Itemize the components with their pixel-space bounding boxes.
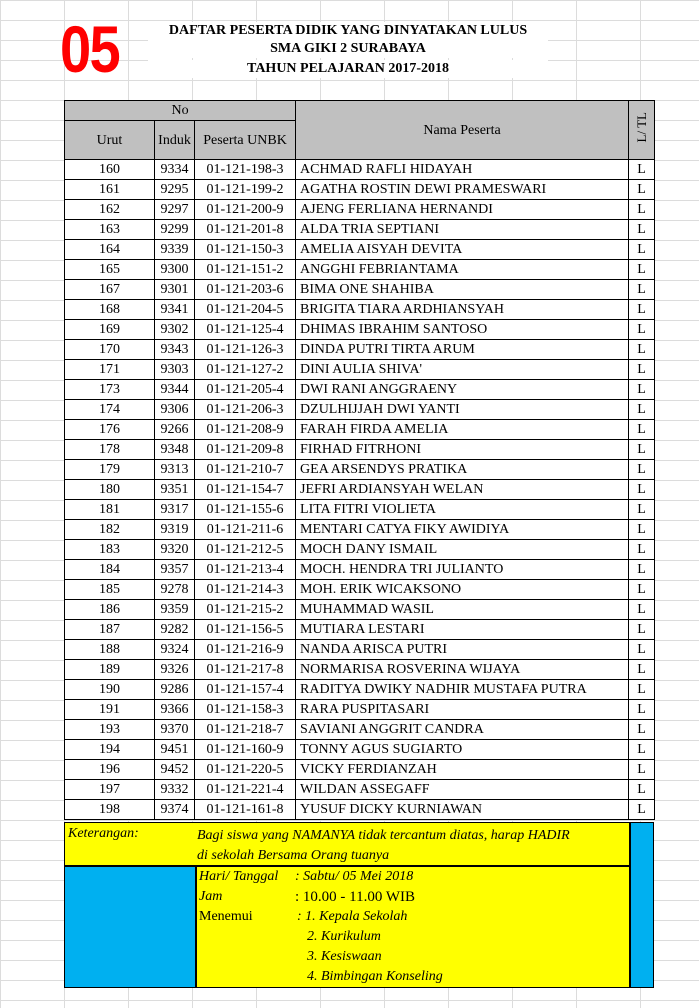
notice-text [197, 826, 627, 866]
table-row [65, 640, 655, 660]
urut-cell: 196 [65, 760, 155, 780]
status-cell: L [629, 680, 655, 700]
meet-item: 4. Bimbingan Konseling [307, 969, 443, 984]
table-row [65, 480, 655, 500]
status-cell: L [629, 700, 655, 720]
status-cell: L [629, 480, 655, 500]
document-title: DAFTAR PESERTA DIDIK YANG DINYATAKAN LULUS [148, 22, 548, 40]
name-cell: LITA FITRI VIOLIETA [296, 500, 629, 520]
table-row [65, 560, 655, 580]
status-cell: L [629, 800, 655, 820]
urut-cell: 167 [65, 280, 155, 300]
unbk-cell: 01-121-217-8 [195, 660, 296, 680]
urut-cell: 194 [65, 740, 155, 760]
urut-cell: 168 [65, 300, 155, 320]
status-cell: L [629, 320, 655, 340]
urut-cell: 171 [65, 360, 155, 380]
induk-cell: 9313 [155, 460, 195, 480]
table-row [65, 280, 655, 300]
induk-cell: 9357 [155, 560, 195, 580]
urut-cell: 174 [65, 400, 155, 420]
unbk-cell: 01-121-209-8 [195, 440, 296, 460]
induk-cell: 9306 [155, 400, 195, 420]
table-row [65, 180, 655, 200]
urut-cell: 162 [65, 200, 155, 220]
urut-cell: 183 [65, 540, 155, 560]
name-cell: RARA PUSPITASARI [296, 700, 629, 720]
meet-item: 3. Kesiswaan [307, 949, 382, 964]
unbk-cell: 01-121-198-3 [195, 160, 296, 180]
table-row [65, 440, 655, 460]
urut-cell: 186 [65, 600, 155, 620]
table-row [65, 460, 655, 480]
name-cell: MUHAMMAD WASIL [296, 600, 629, 620]
status-cell: L [629, 660, 655, 680]
status-cell: L [629, 420, 655, 440]
table-row [65, 800, 655, 820]
induk-cell: 9341 [155, 300, 195, 320]
unbk-cell: 01-121-210-7 [195, 460, 296, 480]
table-row [65, 240, 655, 260]
column-header-status [629, 101, 655, 160]
name-cell: ALDA TRIA SEPTIANI [296, 220, 629, 240]
unbk-cell: 01-121-126-3 [195, 340, 296, 360]
induk-cell: 9319 [155, 520, 195, 540]
induk-cell: 9299 [155, 220, 195, 240]
induk-cell: 9343 [155, 340, 195, 360]
name-cell: DINDA PUTRI TIRTA ARUM [296, 340, 629, 360]
urut-cell: 184 [65, 560, 155, 580]
induk-cell: 9334 [155, 160, 195, 180]
urut-cell: 185 [65, 580, 155, 600]
status-cell: L [629, 500, 655, 520]
table-row [65, 720, 655, 740]
table-row [65, 600, 655, 620]
induk-cell: 9324 [155, 640, 195, 660]
name-cell: MOCH. HENDRA TRI JULIANTO [296, 560, 629, 580]
name-cell: DHIMAS IBRAHIM SANTOSO [296, 320, 629, 340]
status-cell: L [629, 520, 655, 540]
unbk-cell: 01-121-155-6 [195, 500, 296, 520]
induk-cell: 9332 [155, 780, 195, 800]
name-cell: MOCH DANY ISMAIL [296, 540, 629, 560]
notice-box [64, 822, 630, 866]
name-cell: DWI RANI ANGGRAENY [296, 380, 629, 400]
induk-cell: 9282 [155, 620, 195, 640]
table-row [65, 200, 655, 220]
induk-cell: 9297 [155, 200, 195, 220]
table-row [65, 380, 655, 400]
induk-cell: 9317 [155, 500, 195, 520]
induk-cell: 9370 [155, 720, 195, 740]
table-row [65, 700, 655, 720]
urut-cell: 188 [65, 640, 155, 660]
name-cell: AJENG FERLIANA HERNANDI [296, 200, 629, 220]
table-row [65, 260, 655, 280]
induk-cell: 9320 [155, 540, 195, 560]
name-cell: VICKY FERDIANZAH [296, 760, 629, 780]
table-row [65, 320, 655, 340]
name-cell: BIMA ONE SHAHIBA [296, 280, 629, 300]
urut-cell: 165 [65, 260, 155, 280]
table-row [65, 400, 655, 420]
name-cell: MOH. ERIK WICAKSONO [296, 580, 629, 600]
name-cell: BRIGITA TIARA ARDHIANSYAH [296, 300, 629, 320]
unbk-cell: 01-121-211-6 [195, 520, 296, 540]
induk-cell: 9295 [155, 180, 195, 200]
induk-cell: 9344 [155, 380, 195, 400]
table-row [65, 580, 655, 600]
name-cell: DINI AULIA SHIVA' [296, 360, 629, 380]
name-cell: SAVIANI ANGGRIT CANDRA [296, 720, 629, 740]
induk-cell: 9452 [155, 760, 195, 780]
induk-cell: 9300 [155, 260, 195, 280]
induk-cell: 9351 [155, 480, 195, 500]
schedule-box [196, 866, 630, 988]
status-cell: L [629, 560, 655, 580]
unbk-cell: 01-121-156-5 [195, 620, 296, 640]
name-cell: JEFRI ARDIANSYAH WELAN [296, 480, 629, 500]
unbk-cell: 01-121-150-3 [195, 240, 296, 260]
unbk-cell: 01-121-199-2 [195, 180, 296, 200]
time-label: Jam [199, 889, 223, 904]
urut-cell: 189 [65, 660, 155, 680]
meet-label: Menemui [199, 909, 253, 924]
table-row [65, 680, 655, 700]
name-cell: ACHMAD RAFLI HIDAYAH [296, 160, 629, 180]
table-row [65, 220, 655, 240]
status-cell: L [629, 600, 655, 620]
urut-cell: 161 [65, 180, 155, 200]
urut-cell: 169 [65, 320, 155, 340]
day-label: Hari/ Tanggal [199, 869, 279, 884]
academic-year: TAHUN PELAJARAN 2017-2018 [148, 60, 548, 78]
table-row [65, 500, 655, 520]
status-cell: L [629, 340, 655, 360]
name-cell: DZULHIJJAH DWI YANTI [296, 400, 629, 420]
blue-side-panel [630, 822, 654, 988]
unbk-cell: 01-121-160-9 [195, 740, 296, 760]
urut-cell: 180 [65, 480, 155, 500]
column-header-no: No [65, 101, 296, 121]
table-row [65, 620, 655, 640]
section-number-badge: 05 [60, 12, 120, 86]
status-cell: L [629, 440, 655, 460]
status-cell: L [629, 260, 655, 280]
induk-cell: 9301 [155, 280, 195, 300]
table-row [65, 300, 655, 320]
status-cell: L [629, 620, 655, 640]
status-cell: L [629, 540, 655, 560]
unbk-cell: 01-121-161-8 [195, 800, 296, 820]
table-row [65, 540, 655, 560]
meet-item: 2. Kurikulum [307, 929, 381, 944]
table-row [65, 160, 655, 180]
table-row [65, 760, 655, 780]
unbk-cell: 01-121-151-2 [195, 260, 296, 280]
unbk-cell: 01-121-212-5 [195, 540, 296, 560]
status-cell: L [629, 640, 655, 660]
status-cell: L [629, 220, 655, 240]
induk-cell: 9339 [155, 240, 195, 260]
unbk-cell: 01-121-213-4 [195, 560, 296, 580]
status-cell: L [629, 380, 655, 400]
status-cell: L [629, 200, 655, 220]
induk-cell: 9359 [155, 600, 195, 620]
unbk-cell: 01-121-205-4 [195, 380, 296, 400]
table-row [65, 520, 655, 540]
name-cell: MUTIARA LESTARI [296, 620, 629, 640]
urut-cell: 164 [65, 240, 155, 260]
unbk-cell: 01-121-204-5 [195, 300, 296, 320]
name-cell: WILDAN ASSEGAFF [296, 780, 629, 800]
blue-panel [64, 866, 196, 988]
status-cell: L [629, 180, 655, 200]
induk-cell: 9451 [155, 740, 195, 760]
table-row [65, 360, 655, 380]
table-row [65, 740, 655, 760]
urut-cell: 187 [65, 620, 155, 640]
unbk-cell: 01-121-127-2 [195, 360, 296, 380]
status-cell: L [629, 580, 655, 600]
induk-cell: 9348 [155, 440, 195, 460]
urut-cell: 190 [65, 680, 155, 700]
table-row [65, 420, 655, 440]
induk-cell: 9326 [155, 660, 195, 680]
name-cell: GEA ARSENDYS PRATIKA [296, 460, 629, 480]
unbk-cell: 01-121-215-2 [195, 600, 296, 620]
name-cell: NANDA ARISCA PUTRI [296, 640, 629, 660]
urut-cell: 160 [65, 160, 155, 180]
induk-cell: 9302 [155, 320, 195, 340]
induk-cell: 9374 [155, 800, 195, 820]
urut-cell: 163 [65, 220, 155, 240]
name-cell: NORMARISA ROSVERINA WIJAYA [296, 660, 629, 680]
name-cell: FARAH FIRDA AMELIA [296, 420, 629, 440]
name-cell: AMELIA AISYAH DEVITA [296, 240, 629, 260]
name-cell: ANGGHI FEBRIANTAMA [296, 260, 629, 280]
column-header-name: Nama Peserta [296, 101, 629, 160]
name-cell: TONNY AGUS SUGIARTO [296, 740, 629, 760]
urut-cell: 179 [65, 460, 155, 480]
urut-cell: 193 [65, 720, 155, 740]
column-header-urut: Urut [65, 121, 155, 160]
unbk-cell: 01-121-214-3 [195, 580, 296, 600]
unbk-cell: 01-121-221-4 [195, 780, 296, 800]
status-cell: L [629, 240, 655, 260]
induk-cell: 9303 [155, 360, 195, 380]
unbk-cell: 01-121-201-8 [195, 220, 296, 240]
column-header-induk: Induk [155, 121, 195, 160]
name-cell: MENTARI CATYA FIKY AWIDIYA [296, 520, 629, 540]
urut-cell: 191 [65, 700, 155, 720]
urut-cell: 176 [65, 420, 155, 440]
urut-cell: 170 [65, 340, 155, 360]
unbk-cell: 01-121-206-3 [195, 400, 296, 420]
status-cell: L [629, 760, 655, 780]
meet-item: : 1. Kepala Sekolah [297, 909, 408, 924]
unbk-cell: 01-121-125-4 [195, 320, 296, 340]
table-row [65, 780, 655, 800]
status-cell: L [629, 780, 655, 800]
urut-cell: 178 [65, 440, 155, 460]
status-header-label: L/ TL [634, 111, 650, 143]
unbk-cell: 01-121-220-5 [195, 760, 296, 780]
induk-cell: 9278 [155, 580, 195, 600]
notice-line: Bagi siswa yang NAMANYA tidak tercantum diatas, harap HADIR [197, 828, 570, 843]
table-row [65, 340, 655, 360]
status-cell: L [629, 720, 655, 740]
table-row [65, 660, 655, 680]
notice-line: di sekolah Bersama Orang tuanya [197, 848, 390, 863]
unbk-cell: 01-121-158-3 [195, 700, 296, 720]
status-cell: L [629, 400, 655, 420]
time-value: : 10.00 - 11.00 WIB [295, 889, 415, 905]
urut-cell: 173 [65, 380, 155, 400]
unbk-cell: 01-121-200-9 [195, 200, 296, 220]
table-body [65, 160, 655, 820]
unbk-cell: 01-121-157-4 [195, 680, 296, 700]
induk-cell: 9366 [155, 700, 195, 720]
unbk-cell: 01-121-208-9 [195, 420, 296, 440]
status-cell: L [629, 160, 655, 180]
induk-cell: 9286 [155, 680, 195, 700]
graduates-table [64, 100, 655, 820]
name-cell: RADITYA DWIKY NADHIR MUSTAFA PUTRA [296, 680, 629, 700]
name-cell: FIRHAD FITRHONI [296, 440, 629, 460]
unbk-cell: 01-121-154-7 [195, 480, 296, 500]
status-cell: L [629, 360, 655, 380]
urut-cell: 181 [65, 500, 155, 520]
induk-cell: 9266 [155, 420, 195, 440]
notice-label: Keterangan: [68, 826, 139, 841]
status-cell: L [629, 280, 655, 300]
status-cell: L [629, 740, 655, 760]
name-cell: YUSUF DICKY KURNIAWAN [296, 800, 629, 820]
status-cell: L [629, 300, 655, 320]
unbk-cell: 01-121-216-9 [195, 640, 296, 660]
urut-cell: 182 [65, 520, 155, 540]
school-name: SMA GIKI 2 SURABAYA [148, 40, 548, 58]
name-cell: AGATHA ROSTIN DEWI PRAMESWARI [296, 180, 629, 200]
unbk-cell: 01-121-218-7 [195, 720, 296, 740]
status-cell: L [629, 460, 655, 480]
day-value: : Sabtu/ 05 Mei 2018 [295, 869, 414, 884]
urut-cell: 197 [65, 780, 155, 800]
unbk-cell: 01-121-203-6 [195, 280, 296, 300]
column-header-unbk: Peserta UNBK [195, 121, 296, 160]
urut-cell: 198 [65, 800, 155, 820]
